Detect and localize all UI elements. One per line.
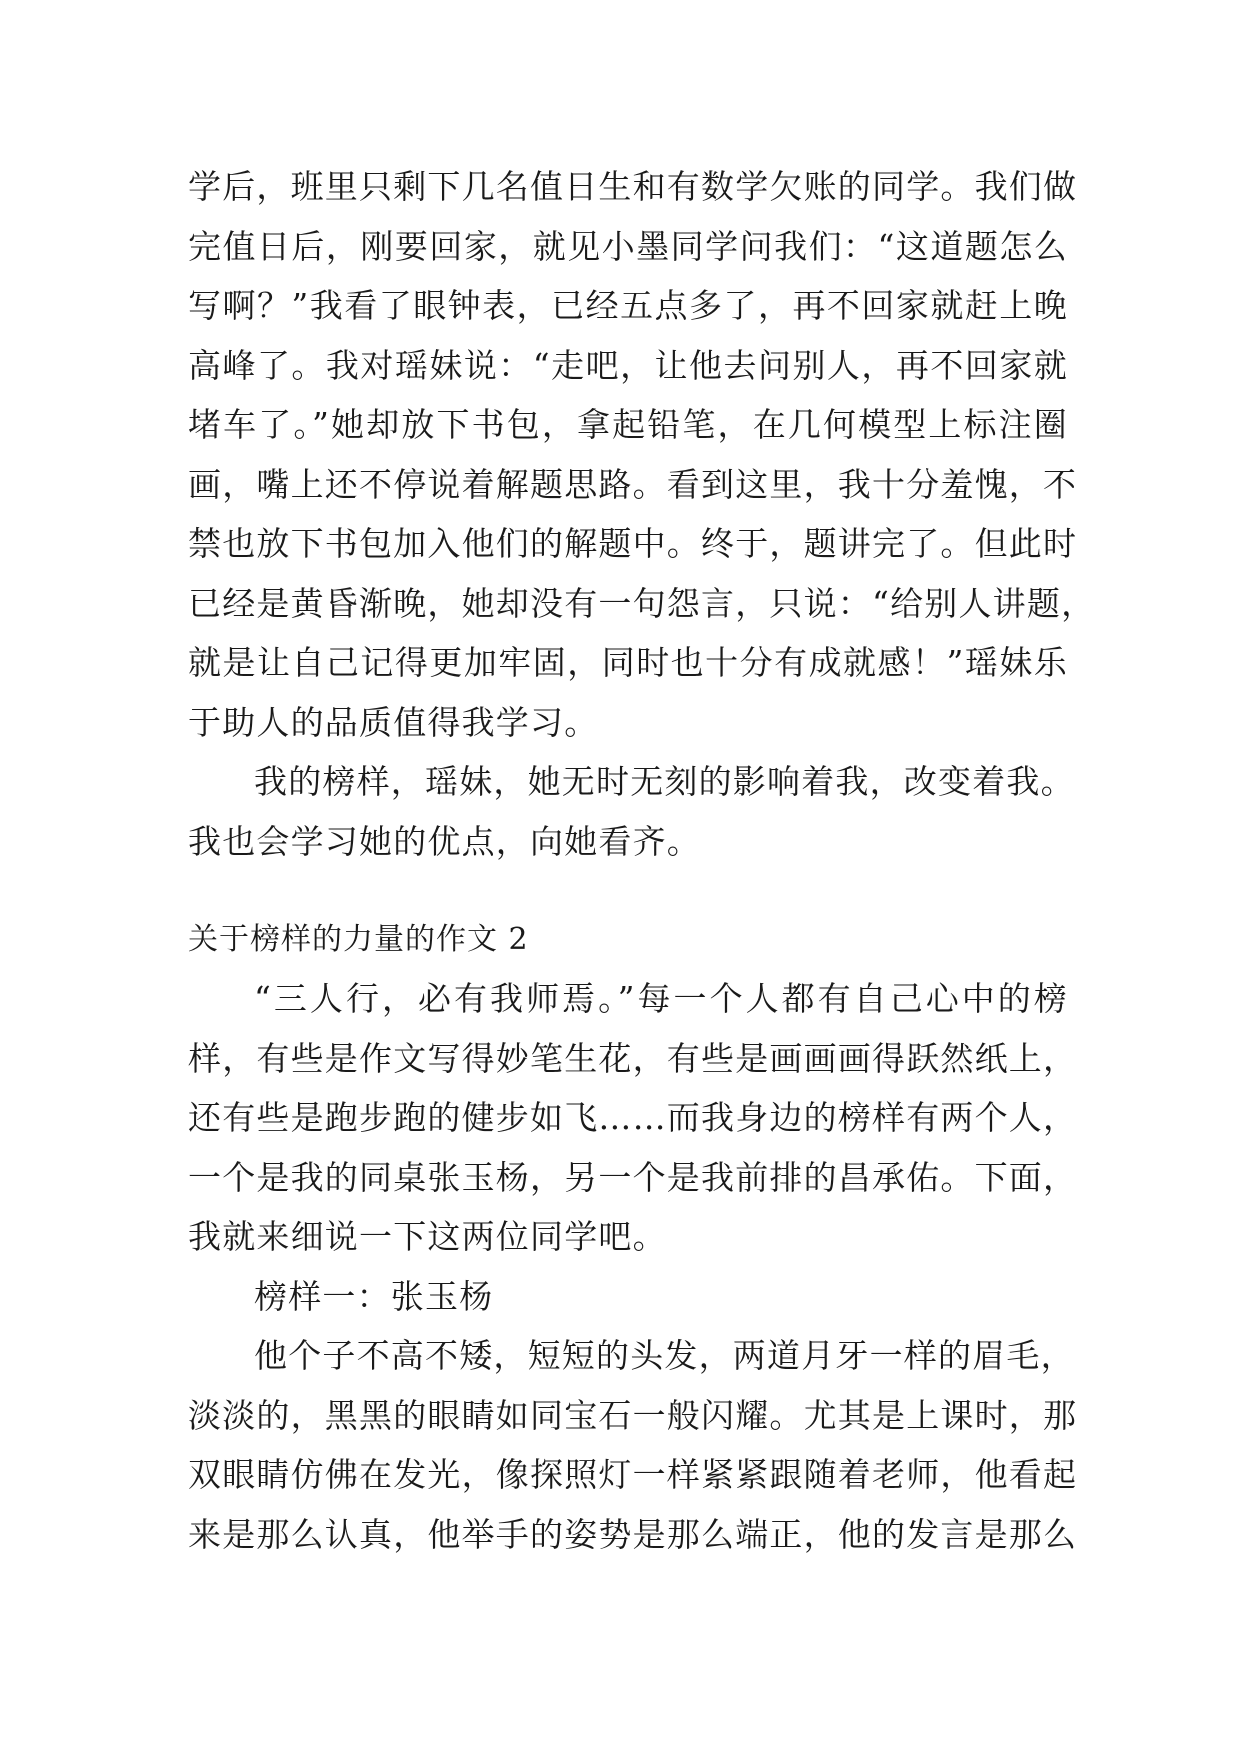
text-line: 样，有些是作文写得妙笔生花，有些是画画画得跃然纸上， — [188, 1038, 1078, 1078]
text-line: 双眼睛仿佛在发光，像探照灯一样紧紧跟随着老师，他看起 — [188, 1455, 1078, 1494]
text-line: 榜样一：张玉杨 — [254, 1276, 494, 1316]
text-line: 于助人的品质值得我学习。 — [188, 702, 599, 742]
essay-heading: 关于榜样的力量的作文 2 — [188, 922, 529, 957]
essay-section-2 — [188, 969, 1078, 1564]
text-line: 还有些是跑步跑的健步如飞……而我身边的榜样有两个人， — [188, 1098, 1078, 1137]
text-line: 我就来细说一下这两位同学吧。 — [188, 1217, 667, 1256]
text-line: “三人行，必有我师焉。”每一个人都有自己心中的榜 — [254, 979, 1068, 1018]
text-line: 我的榜样，瑶妹，她无时无刻的影响着我，改变着我。 — [254, 762, 1075, 801]
text-line: 他个子不高不矮，短短的头发，两道月牙一样的眉毛， — [254, 1336, 1075, 1375]
text-line: 画，嘴上还不停说着解题思路。看到这里，我十分羞愧，不 — [188, 464, 1078, 504]
text-line: 已经是黄昏渐晚，她却没有一句怨言，只说：“给别人讲题， — [188, 583, 1096, 623]
text-line: 禁也放下书包加入他们的解题中。终于，题讲完了。但此时 — [188, 524, 1078, 563]
essay-section-1 — [188, 157, 1096, 871]
text-line: 一个是我的同桌张玉杨，另一个是我前排的昌承佑。下面， — [188, 1157, 1078, 1197]
essay-heading-wrap — [188, 910, 1068, 970]
text-line: 我也会学习她的优点，向她看齐。 — [188, 821, 701, 861]
text-line: 堵车了。”她却放下书包，拿起铅笔，在几何模型上标注圈 — [188, 405, 1068, 444]
text-line: 淡淡的，黑黑的眼睛如同宝石一般闪耀。尤其是上课时，那 — [188, 1395, 1078, 1435]
text-line: 学后，班里只剩下几名值日生和有数学欠账的同学。我们做 — [188, 167, 1078, 206]
text-line: 完值日后，刚要回家，就见小墨同学问我们：“这道题怎么 — [188, 226, 1068, 266]
text-line: 来是那么认真，他举手的姿势是那么端正，他的发言是那么 — [188, 1514, 1078, 1554]
text-line: 写啊？”我看了眼钟表，已经五点多了，再不回家就赶上晚 — [188, 286, 1068, 325]
text-line: 高峰了。我对瑶妹说：“走吧，让他去问别人，再不回家就 — [188, 345, 1068, 385]
text-line: 就是让自己记得更加牢固，同时也十分有成就感！”瑶妹乐 — [188, 643, 1068, 682]
